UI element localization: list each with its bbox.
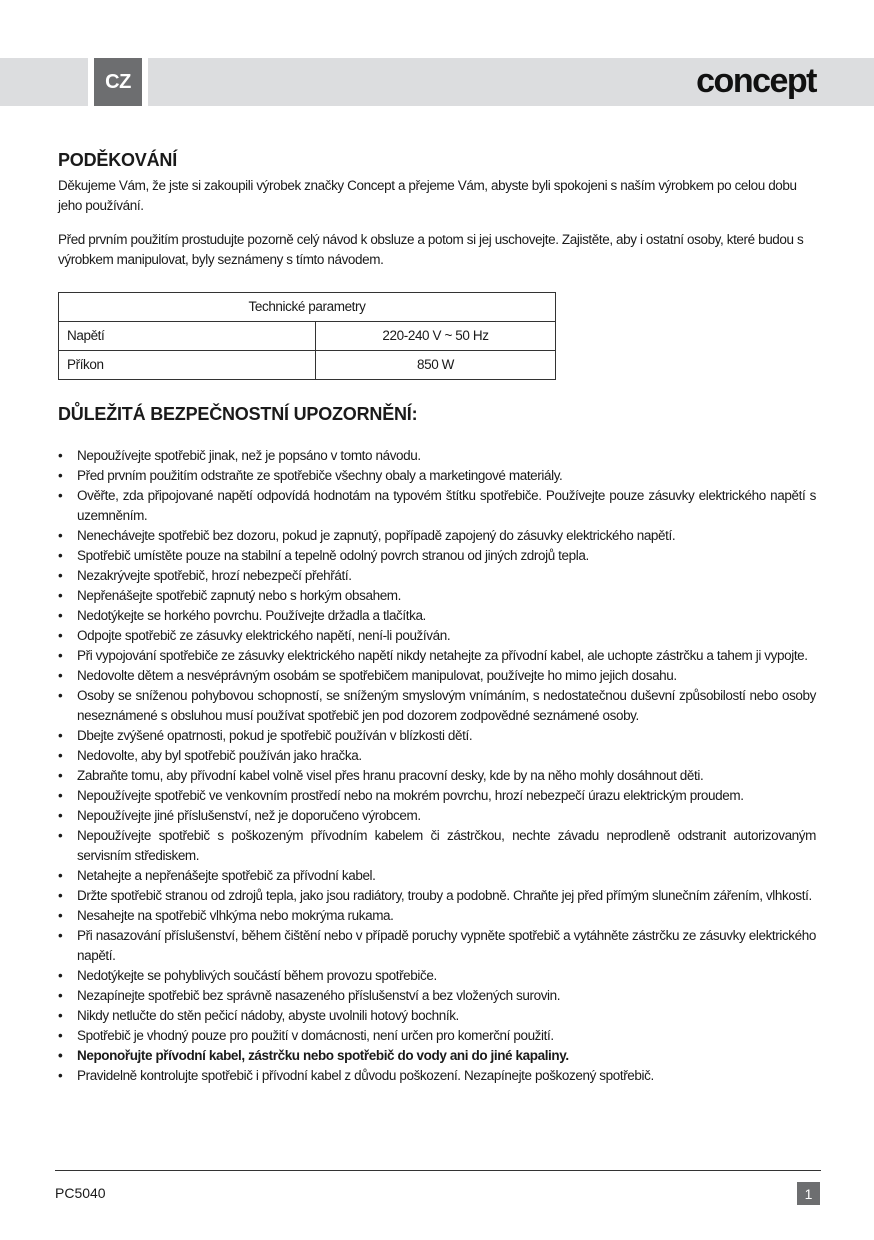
list-item: • Nepřenášejte spotřebič zapnutý nebo s horkým obsahem. [58,586,816,606]
thanks-paragraph: Děkujeme Vám, že jste si zakoupili výrobek značky Concept a přejeme Vám, abyste byli spokojeni s naším výrobkem po celou dobu jeho používání. [58,178,797,213]
list-item: • Nepoužívejte spotřebič s poškozeným přívodním kabelem či zástrčkou, nechte závadu neprodleně odstranit autorizovaným servisním střediskem. [58,826,816,866]
thanks-heading: PODĚKOVÁNÍ [58,150,178,170]
spec-label: Příkon [59,351,316,380]
list-item: • Nikdy netlučte do stěn pečicí nádoby, abyste uvolnili hotový bochník. [58,1006,816,1026]
list-item: • Nedotýkejte se pohyblivých součástí během provozu spotřebiče. [58,966,816,986]
page-content [58,148,816,1086]
list-item: • Zabraňte tomu, aby přívodní kabel volně visel přes hranu pracovní desky, kde by na něho mohly dosáhnout děti. [58,766,816,786]
page-number: 1 [797,1182,820,1205]
list-item: • Spotřebič je vhodný pouze pro použití v domácnosti, není určen pro komerční použití. [58,1026,816,1046]
list-item: • Nepoužívejte spotřebič ve venkovním prostředí nebo na mokrém povrchu, hrozí nebezpečí úrazu elektrickým proudem. [58,786,816,806]
thanks-paragraph: Před prvním použitím prostudujte pozorně celý návod k obsluze a potom si jej uschovejte. Zajistěte, aby i ostatní osoby, které budou s výrobkem manipulovat, byly seznámeny s tímto návodem. [58,232,804,267]
list-item: • Nedotýkejte se horkého povrchu. Používejte držadla a tlačítka. [58,606,816,626]
safety-list [58,446,816,1086]
specs-table [58,292,556,380]
list-item: • Nepoužívejte spotřebič jinak, než je popsáno v tomto návodu. [58,446,816,466]
list-item: • Nepoužívejte jiné příslušenství, než je doporučeno výrobcem. [58,806,816,826]
list-item: • Nezapínejte spotřebič bez správně nasazeného příslušenství a bez vložených surovin. [58,986,816,1006]
list-item: • Dbejte zvýšené opatrnosti, pokud je spotřebič používán v blízkosti dětí. [58,726,816,746]
list-item: • Nedovolte dětem a nesvéprávným osobám se spotřebičem manipulovat, používejte ho mimo jejich dosahu. [58,666,816,686]
specs-table-title: Technické parametry [59,293,556,322]
safety-heading: DŮLEŽITÁ BEZPEČNOSTNÍ UPOZORNĚNÍ: [58,404,418,424]
list-item: • Nezakrývejte spotřebič, hrozí nebezpečí přehřátí. [58,566,816,586]
list-item: • Nesahejte na spotřebič vlhkýma nebo mokrýma rukama. [58,906,816,926]
list-item: • Pravidelně kontrolujte spotřebič i přívodní kabel z důvodu poškození. Nezapínejte poškozený spotřebič. [58,1066,816,1086]
list-item: • Před prvním použitím odstraňte ze spotřebiče všechny obaly a marketingové materiály. [58,466,816,486]
list-item: • Držte spotřebič stranou od zdrojů tepla, jako jsou radiátory, trouby a podobně. Chraňte jej před přímým slunečním zářením, vlhkostí. [58,886,816,906]
list-item: • Nenechávejte spotřebič bez dozoru, pokud je zapnutý, popřípadě zapojený do zásuvky elektrického napětí. [58,526,816,546]
language-badge: CZ [94,58,142,106]
list-item: • Neponořujte přívodní kabel, zástrčku nebo spotřebič do vody ani do jiné kapaliny. [58,1046,816,1066]
list-item: • Ověřte, zda připojované napětí odpovídá hodnotám na typovém štítku spotřebiče. Používejte pouze zásuvky elektrického napětí s uzemněním. [58,486,816,526]
list-item: • Nedovolte, aby byl spotřebič používán jako hračka. [58,746,816,766]
list-item: • Odpojte spotřebič ze zásuvky elektrického napětí, není-li používán. [58,626,816,646]
list-item: • Netahejte a nepřenášejte spotřebič za přívodní kabel. [58,866,816,886]
brand-logo: concept [696,62,816,100]
model-number: PC5040 [55,1185,106,1201]
spec-value: 220-240 V ~ 50 Hz [316,322,556,351]
list-item: • Osoby se sníženou pohybovou schopností, se sníženým smyslovým vnímáním, s nedostatečnou duševní způsobilostí nebo osoby neseznámené s obsluhou musí používat spotřebič jen pod dozorem zodpovědné seznámené osoby. [58,686,816,726]
header-band-left [0,58,88,106]
footer-divider [55,1170,821,1171]
spec-value: 850 W [316,351,556,380]
table-row [59,322,556,351]
spec-label: Napětí [59,322,316,351]
list-item: • Při vypojování spotřebiče ze zásuvky elektrického napětí nikdy netahejte za přívodní kabel, ale uchopte zástrčku a tahem ji vypojte. [58,646,816,666]
list-item: • Při nasazování příslušenství, během čištění nebo v případě poruchy vypněte spotřebič a vytáhněte zástrčku ze zásuvky elektrického napětí. [58,926,816,966]
list-item: • Spotřebič umístěte pouze na stabilní a tepelně odolný povrch stranou od jiných zdrojů tepla. [58,546,816,566]
table-row [59,351,556,380]
